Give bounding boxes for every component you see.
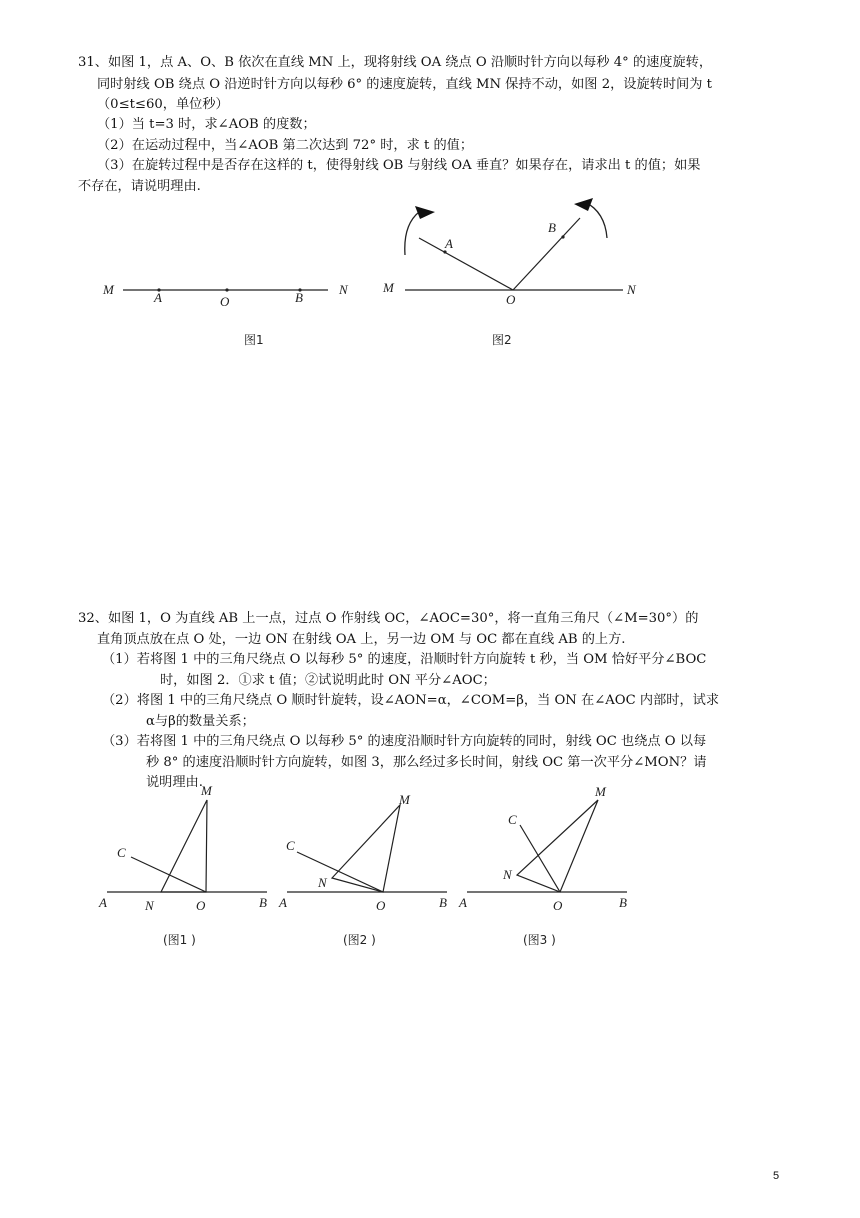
label-b: B	[548, 220, 556, 235]
label-m: M	[201, 783, 212, 798]
label-a: A	[279, 895, 287, 910]
q31-line-6: （3）在旋转过程中是否存在这样的 t，使得射线 OB 与射线 OA 垂直？如果存在，请求出 t 的值；如果	[97, 158, 701, 173]
label-n: N	[627, 282, 636, 297]
q31-line-3: （0≤t≤60，单位秒）	[97, 97, 229, 112]
ray-oc	[297, 852, 383, 892]
ray-ob	[513, 218, 580, 290]
triangle-omn	[161, 800, 207, 892]
q31-line-1: 31、如图 1，点 A、O、B 依次在直线 MN 上，现将射线 OA 绕点 O 沿顺时针方向以每秒 4° 的速度旋转，	[78, 55, 713, 70]
label-m: M	[103, 282, 114, 297]
triangle-omn	[332, 805, 400, 892]
ray-oc	[131, 857, 206, 892]
q32-figure-3	[455, 780, 645, 955]
label-c: C	[117, 845, 126, 860]
q31-line-2: 同时射线 OB 绕点 O 沿逆时针方向以每秒 6° 的速度旋转，直线 MN 保持不动，如图 2，设旋转时间为 t	[97, 77, 712, 92]
q31-figure-1	[95, 270, 365, 355]
label-n: N	[145, 898, 154, 913]
point-o	[225, 288, 228, 291]
label-n: N	[503, 867, 512, 882]
rotation-arrow-left-arc	[405, 212, 419, 255]
label-a: A	[459, 895, 467, 910]
caption-fig1: 图1	[244, 333, 264, 347]
label-m: M	[595, 784, 606, 799]
caption-fig1: (图1 )	[163, 933, 196, 947]
rotation-arrow-right-head	[574, 198, 593, 211]
label-b: B	[619, 895, 627, 910]
label-o: O	[376, 898, 386, 913]
label-o: O	[220, 294, 230, 309]
caption-fig2: 图2	[492, 333, 512, 347]
label-o: O	[506, 292, 516, 307]
q32-line-2: 直角顶点放在点 O 处，一边 ON 在射线 OA 上，另一边 OM 与 OC 都在直线 AB 的上方.	[97, 632, 626, 647]
label-o: O	[196, 898, 206, 913]
label-n: N	[339, 282, 348, 297]
q32-line-4: 时，如图 2．①求 t 值；②试说明此时 ON 平分∠AOC；	[160, 673, 496, 688]
q32-line-3: （1）若将图 1 中的三角尺绕点 O 以每秒 5° 的速度，沿顺时针方向旋转 t 秒，当 OM 恰好平分∠BOC	[102, 652, 707, 667]
q31-line-5: （2）在运动过程中，当∠AOB 第二次达到 72° 时，求 t 的值；	[97, 138, 474, 153]
q31-line-4: （1）当 t=3 时，求∠AOB 的度数；	[97, 117, 316, 132]
q31-line-7: 不存在，请说明理由.	[78, 179, 201, 194]
ray-oa	[419, 238, 513, 290]
label-b: B	[259, 895, 267, 910]
label-a: A	[99, 895, 107, 910]
triangle-omn	[517, 800, 598, 892]
q32-line-9: 说明理由.	[146, 775, 203, 790]
q32-line-8: 秒 8° 的速度沿顺时针方向旋转，如图 3，那么经过多长时间，射线 OC 第一次平分∠MON？请	[146, 755, 707, 770]
label-b: B	[439, 895, 447, 910]
label-o: O	[553, 898, 563, 913]
caption-fig2: (图2 )	[343, 933, 376, 947]
label-m: M	[383, 280, 394, 295]
label-c: C	[286, 838, 295, 853]
label-a: A	[445, 236, 453, 251]
label-n: N	[318, 875, 327, 890]
q32-line-7: （3）若将图 1 中的三角尺绕点 O 以每秒 5° 的速度沿顺时针方向旋转的同时，射线 OC 也绕点 O 以每	[102, 734, 707, 749]
q31-figure-2	[375, 190, 665, 355]
page-number: 5	[773, 1170, 780, 1182]
rotation-arrow-left-head	[415, 206, 435, 219]
q32-line-1: 32、如图 1，O 为直线 AB 上一点，过点 O 作射线 OC，∠AOC=30°，将一直角三角尺（∠M=30°）的	[78, 611, 699, 626]
point-b	[561, 235, 564, 238]
q32-line-6: α与β的数量关系；	[146, 714, 255, 729]
ray-oc	[520, 825, 560, 892]
label-c: C	[508, 812, 517, 827]
q32-figure-1	[95, 780, 285, 955]
label-b: B	[295, 290, 303, 305]
label-a: A	[154, 290, 162, 305]
label-m: M	[399, 792, 410, 807]
q32-figure-2	[275, 780, 465, 955]
caption-fig3: (图3 )	[523, 933, 556, 947]
q32-line-5: （2）将图 1 中的三角尺绕点 O 顺时针旋转，设∠AON=α，∠COM=β，当 ON 在∠AOC 内部时，试求	[102, 693, 720, 708]
